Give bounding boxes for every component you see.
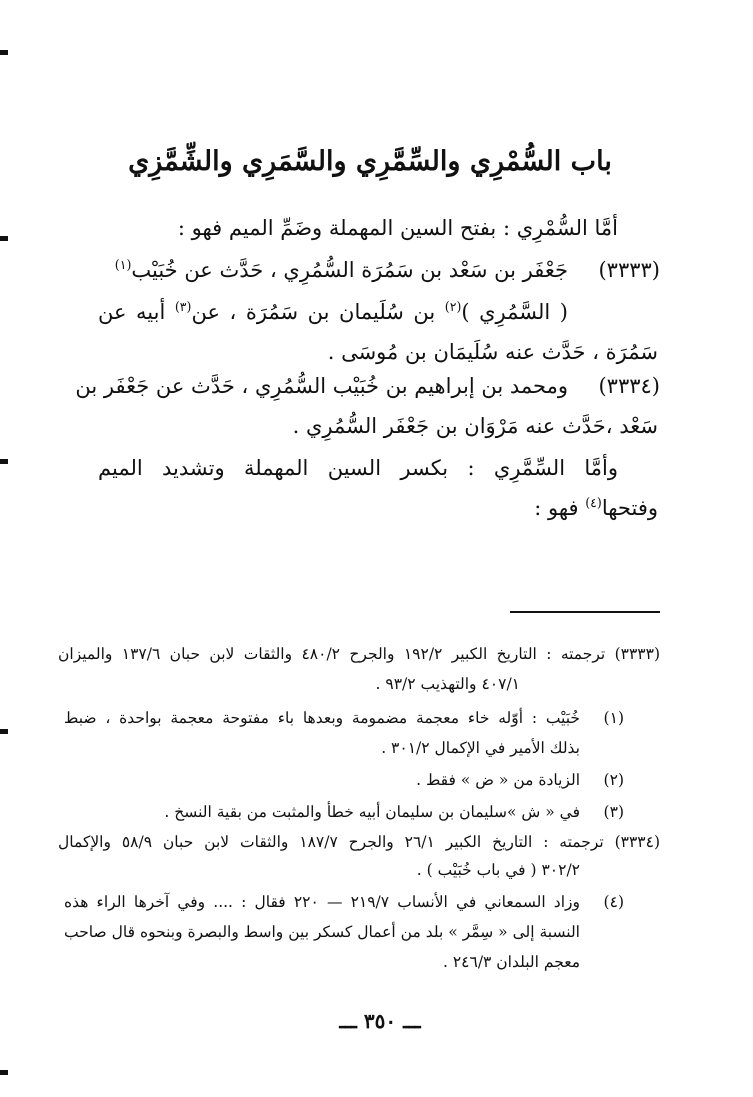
entry-3333-line-1: جَعْفَر بن سَعْد بن سَمُرَة السُّمُرِي ، حَدَّث عن خُبَيْب$^{(١)}$ — [114, 257, 568, 282]
binding-mark — [0, 236, 8, 241]
binding-mark — [0, 1070, 8, 1075]
footnote-1-line-2: بذلك الأمير في الإكمال ٣٠١/٢ . — [381, 739, 580, 757]
entry-number-3334: (٣٣٣٤) — [598, 374, 660, 398]
footnote-separator — [510, 611, 660, 613]
footnote-3334-line-2: ٣٠٢/٢ ( في باب خُبَيْب ) . — [416, 861, 580, 879]
footnote-ref-3: (٣) — [174, 299, 192, 314]
footnote-3333-line-2: ٤٠٧/١ والتهذيب ٩٣/٢ . — [375, 675, 520, 693]
intro-line: أمَّا السُّمْرِي : بفتح السين المهملة وضَمِّ الميم فهو : — [177, 216, 618, 240]
footnote-4-number: (٤) — [603, 893, 624, 911]
footnote-ref-4: (٤) — [585, 495, 602, 510]
footnote-2-number: (٢) — [603, 771, 624, 789]
entry-3334-line-1: ومحمد بن إبراهيم بن خُبَيْب السُّمُرِي ، حَدَّث عن جَعْفَر بن — [75, 374, 568, 398]
entry-3334-line-2: سَعْد ،حَدَّث عنه مَرْوَان بن جَعْفَر السُّمُرِي . — [292, 414, 658, 438]
binding-mark — [0, 50, 8, 55]
footnote-1-number: (١) — [603, 709, 624, 727]
footnote-2-text: الزيادة من « ض » فقط . — [416, 771, 580, 789]
section-2-line-1: وأمَّا السِّمَّرِي : بكسر السين المهملة وتشديد الميم — [98, 456, 618, 480]
chapter-title: باب السُّمْرِي والسِّمَّرِي والسَّمَرِي والشِّمَّزِي — [128, 146, 612, 177]
footnote-ref-2: (٢) — [444, 299, 462, 314]
entry-3333-line-2: ( السَّمُرِي )$^{(٢)}$ بن سُلَيمان بن سَمُرَة ، عن$^{(٣)}$ أبيه عن — [98, 299, 568, 324]
footnote-4-line-3: معجم البلدان ٢٤٦/٣ . — [442, 953, 580, 971]
binding-mark — [0, 459, 8, 464]
footnote-4-line-2: النسبة إلى « سِمَّر » بلد من أعمال كسكر بين واسط والبصرة وبنحوه قال صاحب — [64, 923, 580, 941]
footnote-4-line-1: وزاد السمعاني في الأنساب ٢١٩/٧ — ٢٢٠ فقال : .... وفي آخرها الراء هذه — [64, 893, 580, 911]
footnote-ref-1: (١) — [114, 257, 132, 272]
footnote-1-line-1: خُبَيْب : أوّله خاء معجمة مضمومة وبعدها باء مفتوحة معجمة بواحدة ، ضبط — [64, 709, 580, 727]
footnote-3333-line-1: (٣٣٣٣) ترجمته : التاريخ الكبير ١٩٢/٢ والجرح ٤٨٠/٢ والثقات لابن حبان ١٣٧/٦ والميزان — [58, 645, 661, 663]
footnote-3334-line-1: (٣٣٣٤) ترجمته : التاريخ الكبير ٢٦/١ والجرح ١٨٧/٧ والثقات لابن حبان ٥٨/٩ والإكمال — [58, 833, 661, 851]
footnote-3-text: في « ش »سليمان بن سليمان أبيه خطأ والمثبت من بقية النسخ . — [164, 803, 580, 821]
binding-mark — [0, 729, 8, 734]
footnote-3-number: (٣) — [603, 803, 624, 821]
section-2-line-2: وفتحها$^{(٤)}$ فهو : — [534, 495, 658, 520]
entry-3333-line-3: سَمُرَة ، حَدَّث عنه سُلَيمَان بن مُوسَى . — [327, 340, 658, 364]
entry-number-3333: (٣٣٣٣) — [598, 258, 660, 282]
page-number: ـــ ٣٥٠ ـــ — [339, 1009, 421, 1033]
